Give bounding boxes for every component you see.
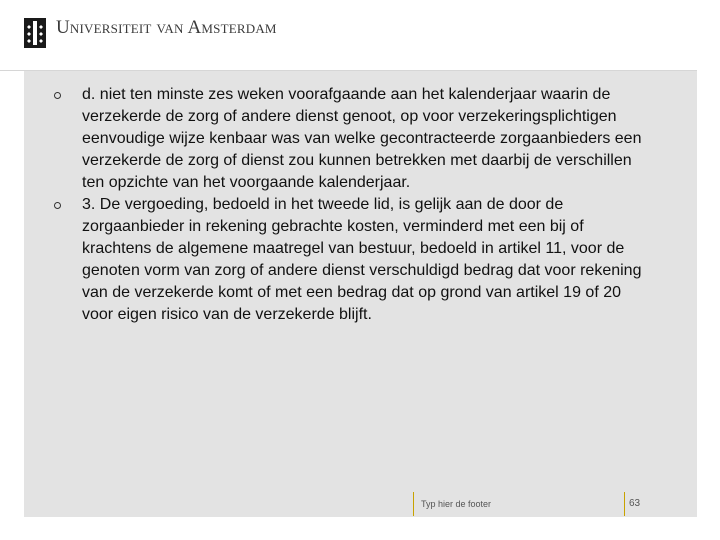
footer-divider-right xyxy=(624,492,625,516)
header xyxy=(0,0,720,70)
bullet-list xyxy=(54,84,644,326)
page-number: 63 xyxy=(629,498,641,509)
university-wordmark: Universiteit van Amsterdam xyxy=(56,17,277,38)
bullet-text: 3. De vergoeding, bedoeld in het tweede lid, is gelijk aan de door de zorgaanbieder in rekening gebrachte kosten, verminderd met een bij of krachtens de algemene maatregel van bestuur, bedoeld in artikel 11, voor de genoten vorm van zorg of andere dienst verschuldigd bedrag dat voor rekening van de verzekerde komt of met een bedrag dat op grond van artikel 19 of 20 voor eigen risico van de verzekerde blijft. xyxy=(82,196,642,323)
bullet-item xyxy=(54,194,644,326)
uva-crest-icon xyxy=(24,18,46,48)
bullet-text: d. niet ten minste zes weken voorafgaande aan het kalenderjaar waarin de verzekerde de zorg of andere dienst genoot, op voor verzekeringsplichtigen eenvoudige wijze kenbaar was van welke gecontracteerde zorgaanbieders een verzekerde de zorg of dienst zou kunnen betrekken met daarbij de verschillen ten opzichte van het voorgaande kalenderjaar. xyxy=(82,86,642,191)
bullet-icon xyxy=(54,202,61,209)
footer-text[interactable]: Typ hier de footer xyxy=(421,499,492,509)
bullet-item xyxy=(54,84,644,194)
footer-divider-left xyxy=(413,492,414,516)
bullet-icon xyxy=(54,92,61,99)
